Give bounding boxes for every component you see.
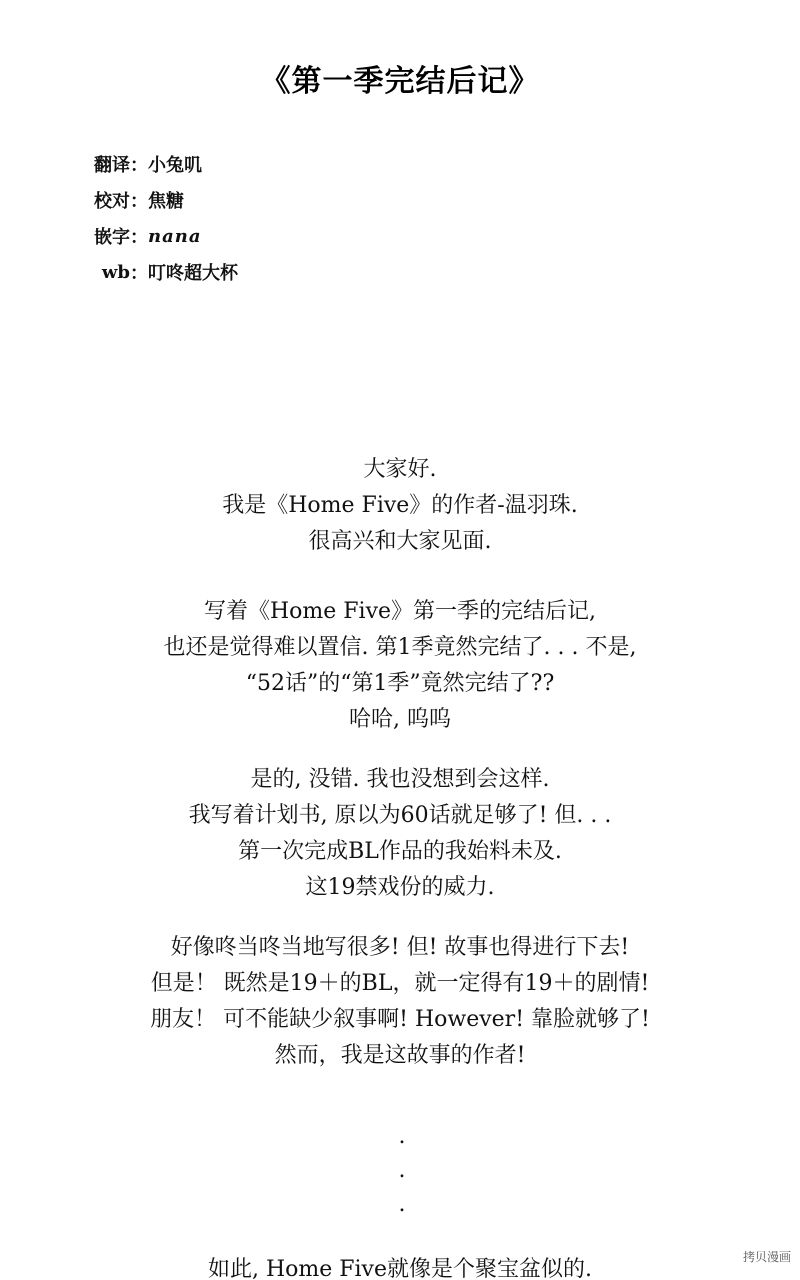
credit-separator: ： xyxy=(130,191,148,212)
credit-separator: ： xyxy=(130,227,148,248)
text-line: 但是！ 既然是19＋的BL，就一定得有19＋的剧情! xyxy=(150,971,650,996)
text-line: 第一次完成BL作品的我始料未及. xyxy=(238,839,562,864)
text-line: 我写着计划书, 原以为60话就足够了! 但. . . xyxy=(188,803,612,828)
credits-block xyxy=(34,146,294,290)
credit-value: 焦糖 xyxy=(148,191,184,212)
watermark: 拷贝漫画 xyxy=(740,1247,794,1266)
credit-row-weibo xyxy=(34,254,294,290)
credit-separator: ： xyxy=(130,263,148,284)
paragraph-story xyxy=(0,930,800,1074)
credit-separator: ： xyxy=(130,155,148,176)
text-line: “52话”的“第1季”竟然完结了?? xyxy=(245,671,555,696)
credit-row-translator xyxy=(34,146,294,182)
text-line: 好像咚当咚当地写很多! 但! 故事也得进行下去! xyxy=(170,935,630,960)
credit-key: 翻译 xyxy=(94,155,130,176)
ellipsis-dots xyxy=(0,1120,800,1222)
page-title: 《第一季完结后记》 xyxy=(260,64,540,99)
text-line: 我是《Home Five》的作者-温羽珠. xyxy=(222,493,578,518)
dot: . xyxy=(398,1192,406,1217)
text-line: 也还是觉得难以置信. 第1季竟然完结了. . . 不是, xyxy=(163,635,637,660)
text-line: 很高兴和大家见面. xyxy=(308,529,492,554)
credit-key: wb xyxy=(101,261,130,283)
dot: . xyxy=(398,1158,406,1183)
text-line: 这19禁戏份的威力. xyxy=(305,875,495,900)
text-line: 是的, 没错. 我也没想到会这样. xyxy=(250,767,550,792)
credit-key: 嵌字 xyxy=(94,227,130,248)
paragraph-greeting xyxy=(0,452,800,560)
paragraph-season-end xyxy=(0,594,800,738)
text-line: 大家好. xyxy=(363,457,437,482)
credit-row-typesetter xyxy=(34,218,294,254)
paragraph-plan xyxy=(0,762,800,906)
text-line-cutoff: 如此, Home Five就像是个聚宝盆似的. xyxy=(207,1257,593,1280)
text-line: 然而，我是这故事的作者! xyxy=(274,1043,526,1068)
credit-value: 小兔叽 xyxy=(148,155,202,176)
credit-value: nana xyxy=(148,225,202,247)
text-line: 写着《Home Five》第一季的完结后记, xyxy=(203,599,597,624)
text-line: 朋友！ 可不能缺少叙事啊! However! 靠脸就够了! xyxy=(150,1007,650,1032)
text-line: 哈哈, 呜呜 xyxy=(349,707,451,732)
credit-value: 叮咚超大杯 xyxy=(148,263,238,284)
credit-row-proofreader xyxy=(34,182,294,218)
dot: . xyxy=(398,1124,406,1149)
credit-key: 校对 xyxy=(94,191,130,212)
